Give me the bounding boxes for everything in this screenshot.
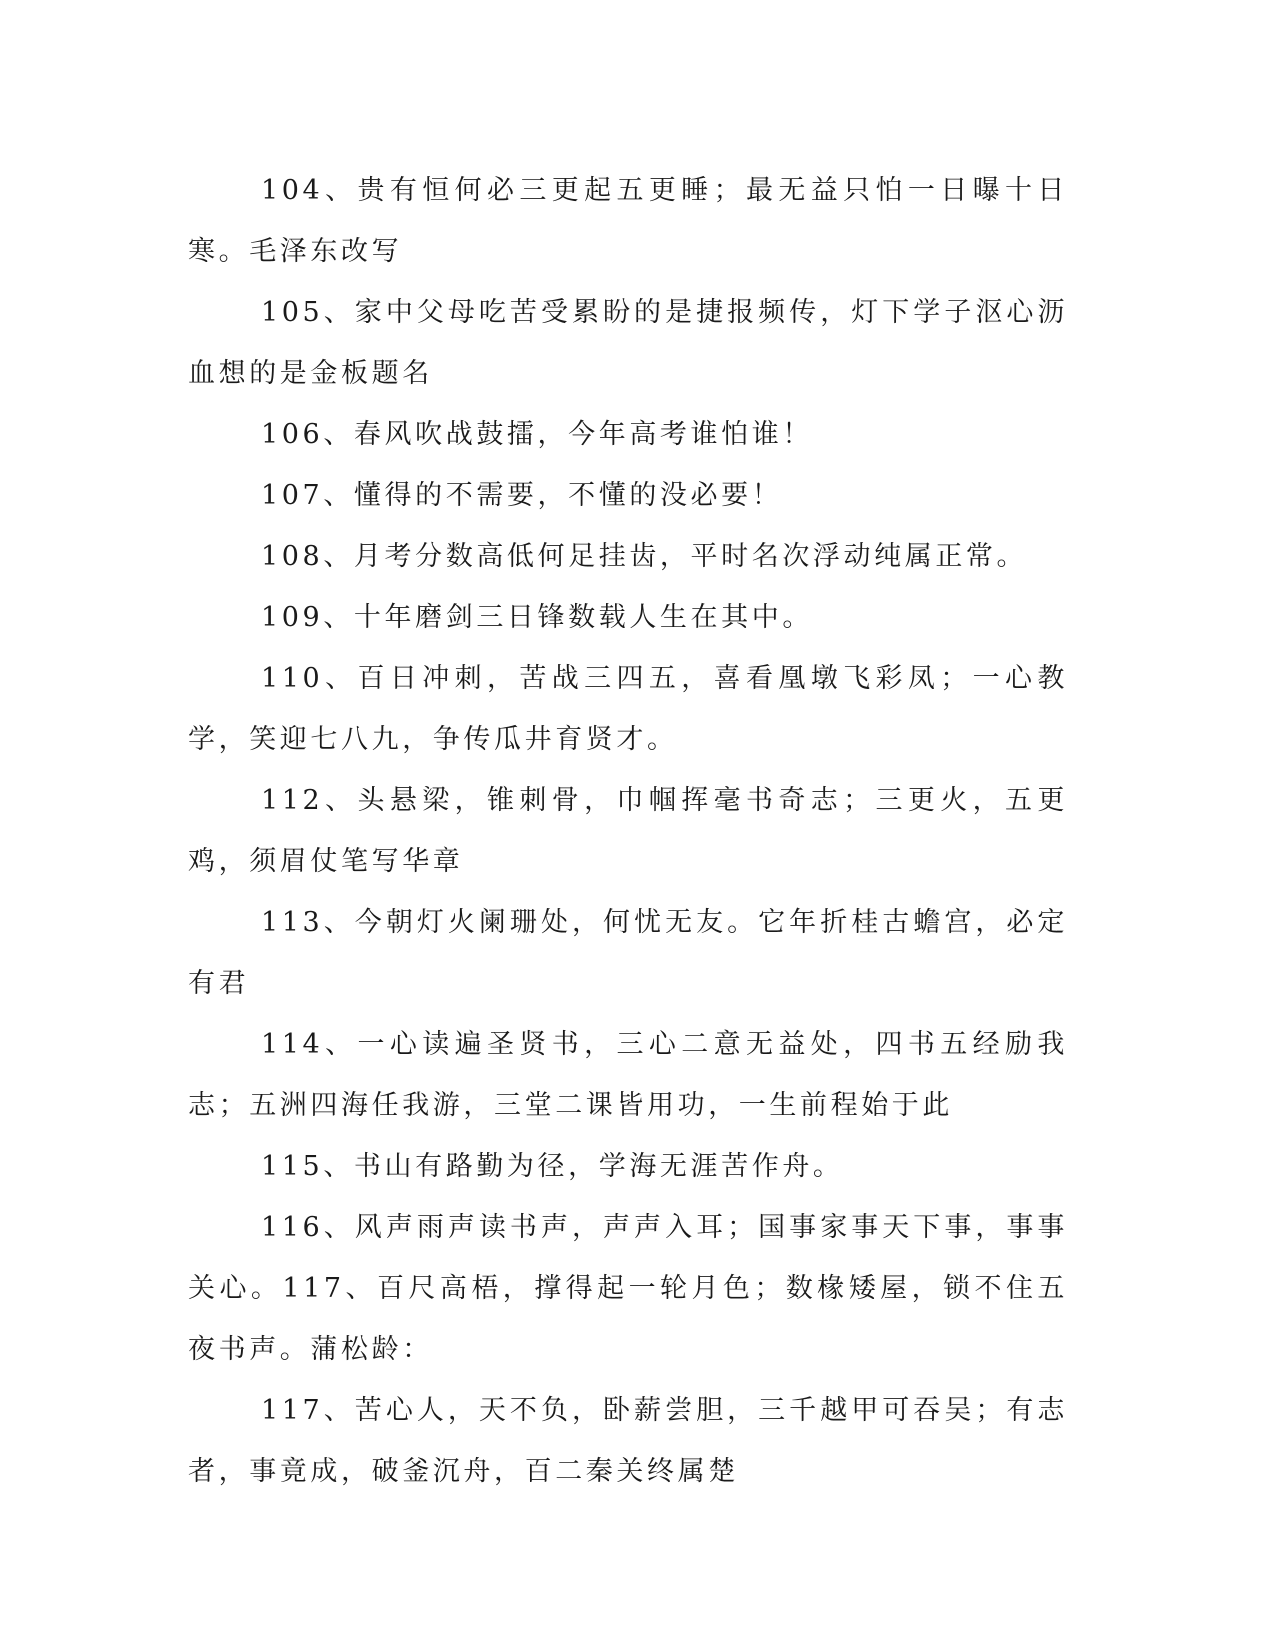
paragraph-109: 109、十年磨剑三日锋数载人生在其中。 <box>261 602 813 633</box>
paragraph-114: 114、一心读遍圣贤书，三心二意无益处，四书五经励我志；五洲四海任我游，三堂二课皆用功，一生前程始于此 <box>188 1029 1068 1121</box>
paragraph-112: 112、头悬梁，锥刺骨，巾帼挥毫书奇志；三更火，五更鸡，须眉仗笔写华章 <box>188 785 1068 877</box>
paragraph-107: 107、懂得的不需要，不懂的没必要！ <box>261 480 783 511</box>
paragraph-108: 108、月考分数高低何足挂齿，平时名次浮动纯属正常。 <box>261 541 1028 572</box>
paragraph-106: 106、春风吹战鼓擂，今年高考谁怕谁！ <box>261 419 813 450</box>
paragraph-116: 116、风声雨声读书声，声声入耳；国事家事天下事，事事关心。117、百尺高梧，撑得起一轮月色；数椽矮屋，锁不住五夜书声。蒲松龄： <box>188 1212 1068 1365</box>
paragraph-115: 115、书山有路勤为径，学海无涯苦作舟。 <box>261 1151 844 1182</box>
paragraph-113: 113、今朝灯火阑珊处，何忧无友。它年折桂古蟾宫，必定有君 <box>188 907 1068 999</box>
paragraph-110: 110、百日冲刺，苦战三四五，喜看凰墩飞彩凤；一心教学，笑迎七八九，争传瓜井育贤才。 <box>188 663 1068 755</box>
paragraph-105: 105、家中父母吃苦受累盼的是捷报频传，灯下学子沤心沥血想的是金板题名 <box>188 297 1068 389</box>
paragraph-117: 117、苦心人，天不负，卧薪尝胆，三千越甲可吞吴；有志者，事竟成，破釜沉舟，百二秦关终属楚 <box>188 1395 1068 1487</box>
paragraph-104: 104、贵有恒何必三更起五更睡；最无益只怕一日曝十日寒。毛泽东改写 <box>188 175 1068 267</box>
document-body <box>188 160 1068 1502</box>
